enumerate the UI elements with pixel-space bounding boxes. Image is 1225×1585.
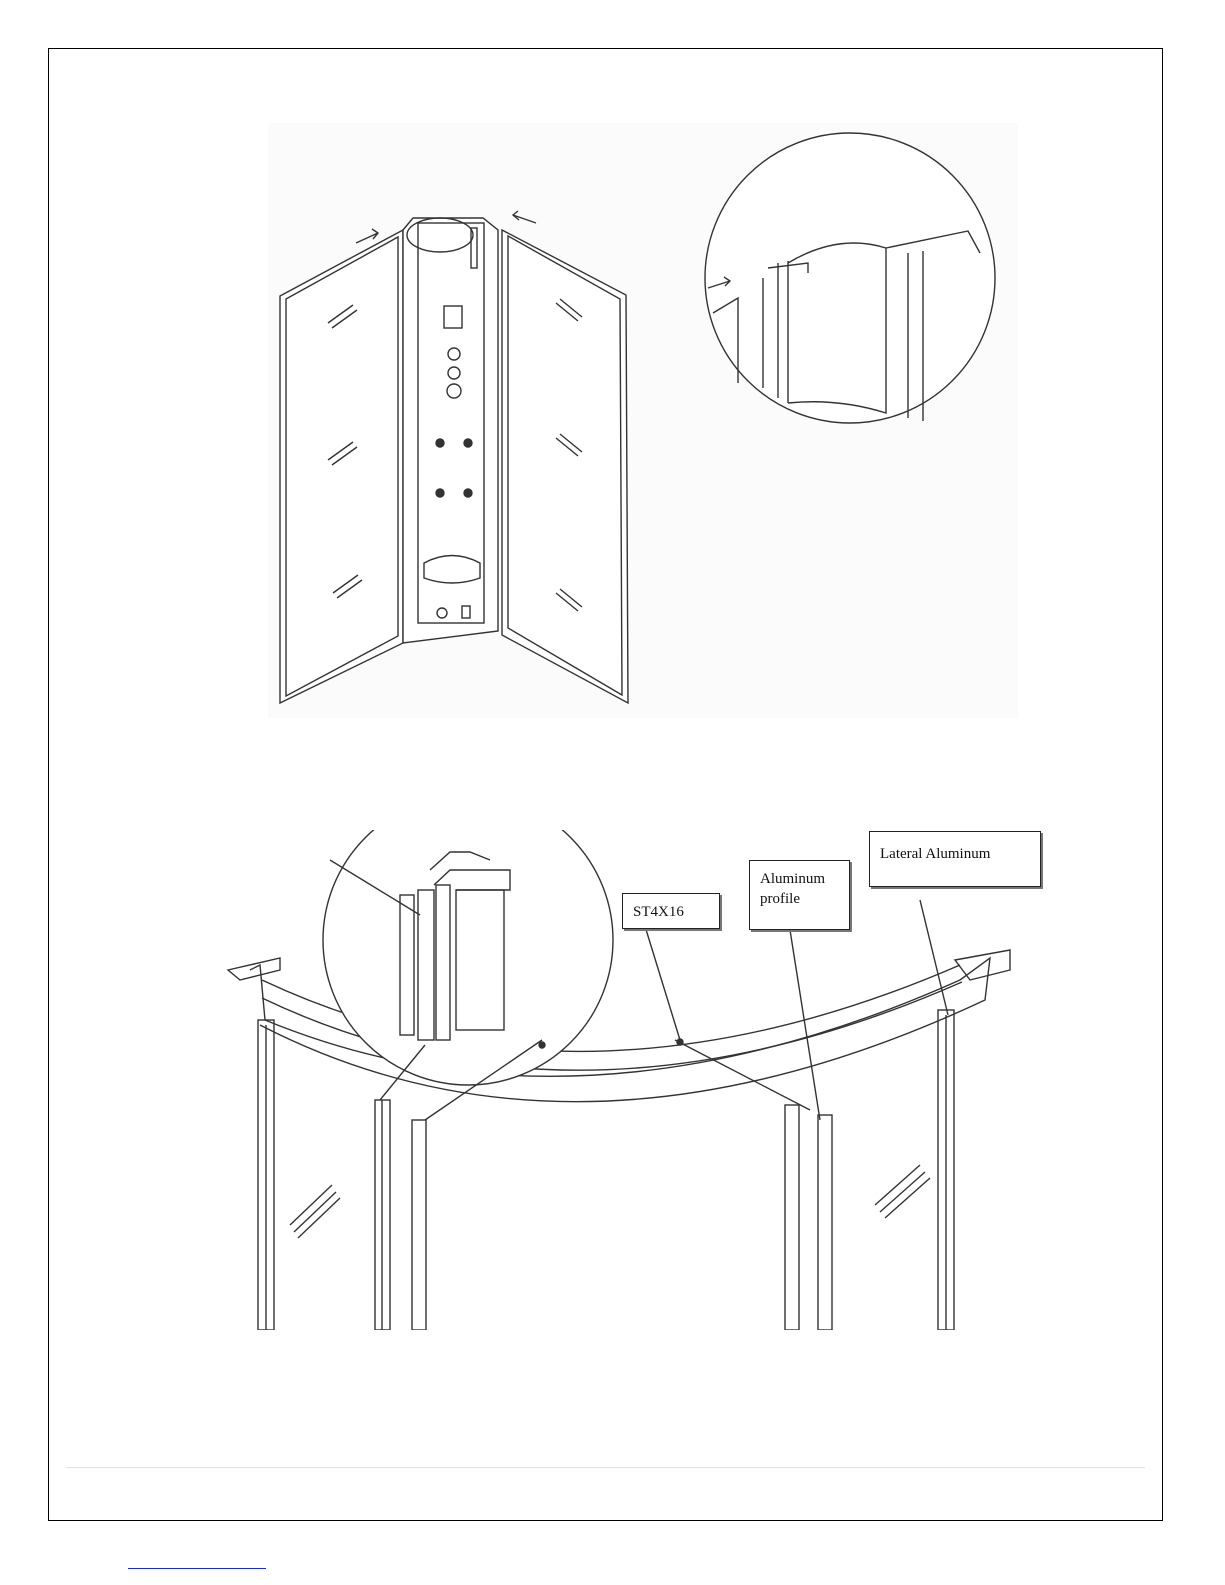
label-aluminum-profile: Aluminum profile (749, 860, 850, 930)
label-st4x16-screw: ST4X16 (622, 893, 720, 929)
footer-link[interactable] (128, 1568, 266, 1569)
right-glass-panel (502, 230, 628, 703)
footer-rule (66, 1467, 1145, 1468)
back-panel (403, 218, 498, 643)
label-lateral-aluminum: Lateral Aluminum (869, 831, 1041, 887)
left-glass-panel (280, 230, 403, 703)
zoom-inset-top (705, 133, 995, 423)
figure-panel-assembly (268, 123, 1018, 718)
zoom-inset-bottom (323, 830, 613, 1085)
